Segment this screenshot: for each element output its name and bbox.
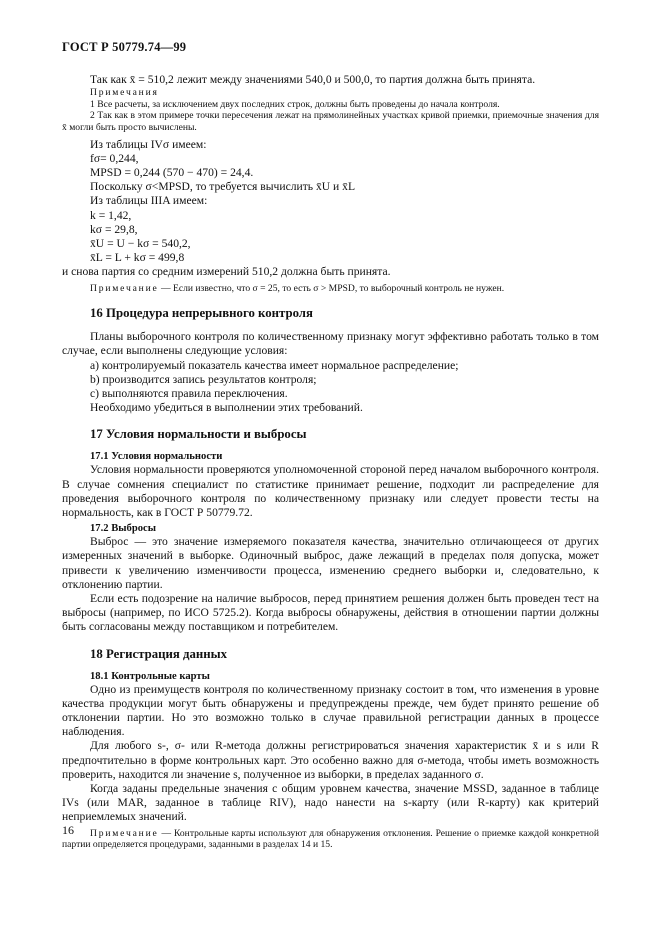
s16-item-b: b) производится запись результатов контроля; <box>90 372 317 386</box>
section-18-title: 18 Регистрация данных <box>90 646 228 661</box>
calc-line-7: kσ = 29,8, <box>90 222 138 236</box>
subsection-18-1-title: 18.1 Контрольные карты <box>90 670 210 682</box>
s17-paragraph-3: Если есть подозрение на наличие выбросов, перед принятием решения должен быть проведен тест на выбросы (например, по ИСО 5725.2). Когда выбросы обнаружены, действия в отношении партии должны быть согласованы между поставщиком и потребителем. <box>62 592 599 634</box>
calc-line-9: x̄L = L + kσ = 499,8 <box>90 251 185 265</box>
note-2: 2 Так как в этом примере точки пересечения лежат на прямолинейных участках кривой приемки, приемочные значения для x̄ могли быть просто вычислены. <box>62 110 599 133</box>
s16-item-c: c) выполняются правила переключения. <box>90 387 288 401</box>
s18-note-text: — Контрольные карты используют для обнаружения отклонения. Решение о приемке каждой конкретной партии определяется процедурами, заданными в разделах 14 и 15. <box>62 827 599 851</box>
calc-note-label: Примечание <box>90 282 159 294</box>
s16-paragraph-1: Планы выборочного контроля по количественному признаку могут эффективно работать только в том случае, если выполнены следующие условия: <box>62 330 599 358</box>
section-17-title: 17 Условия нормальности и выбросы <box>90 427 307 442</box>
s16-item-a: a) контролируемый показатель качества имеет нормальное распределение; <box>90 358 459 372</box>
s18-note-label: Примечание <box>90 827 159 839</box>
document-header: ГОСТ Р 50779.74—99 <box>62 40 187 54</box>
s17-paragraph-2: Выброс — это значение измеряемого показателя качества, значительно отличающееся от других измеренных значений в выборке. Одиночный выброс, даже лежащий в пределах поля допуска, может привести к увеличению изменчивости процесса, изменению среднего выборки и, следовательно, к отклонению партии. <box>62 535 599 591</box>
s18-note <box>62 828 599 851</box>
section-16-title: 16 Процедура непрерывного контроля <box>90 306 313 321</box>
calc-line-6: k = 1,42, <box>90 208 132 222</box>
calc-line-1: Из таблицы IVσ имеем: <box>90 137 207 151</box>
note-label: Примечания <box>90 87 159 99</box>
intro-line: Так как x̄ = 510,2 лежит между значениями 540,0 и 500,0, то партия должна быть принята. <box>90 73 536 86</box>
calc-line-8: x̄U = U − kσ = 540,2, <box>90 237 191 250</box>
calc-line-4: Поскольку σ<MPSD, то требуется вычислить x̄U и x̄L <box>90 180 356 194</box>
subsection-17-1-title: 17.1 Условия нормальности <box>90 451 223 463</box>
page-number: 16 <box>62 823 74 837</box>
s18-paragraph-1: Одно из преимуществ контроля по количественному признаку состоит в том, что изменения в уровне качества продукции могут быть обнаружены и предупреждены прежде, чем будет принято решение об отклонении партии. Но это возможно только в случае правильной регистрации данных в процессе наблюдения. <box>62 682 599 739</box>
document-page <box>62 40 599 851</box>
s18-paragraph-3: Когда заданы предельные значения с общим уровнем качества, значение MSSD, заданное в таблице IVs (или MAR, заданное в таблице RIV), надо нанести на s-карту (или R-карту) как критерий неприемлемых значений. <box>62 782 599 824</box>
s16-paragraph-2: Необходимо убедиться в выполнении этих требований. <box>90 401 363 415</box>
note-1: 1 Все расчеты, за исключением двух последних строк, должны быть проведены до начала контроля. <box>90 98 500 110</box>
calc-line-2: fσ= 0,244, <box>90 151 139 165</box>
s18-paragraph-2: Для любого s-, σ- или R-метода должны регистрироваться значения характеристик x̄ и s или R предпочтительно в форме контрольных карт. Это особенно важно для σ-метода, чтобы иметь возможность проверить, находится ли значение s, полученное из выборки, в пределах заданного σ. <box>62 739 599 781</box>
calc-line-5: Из таблицы IIIA имеем: <box>90 194 208 208</box>
calc-line-10: и снова партия со средним измерений 510,2 должна быть принята. <box>62 265 391 279</box>
s17-paragraph-1: Условия нормальности проверяются уполномоченной стороной перед началом выборочного контроля. В случае сомнения специалист по статистике принимает решение, подходит ли распределение для проведения выборочного контроля по количественному признаку или следует провести тесты на нормальность, как в ГОСТ Р 50779.72. <box>62 463 599 520</box>
subsection-17-2-title: 17.2 Выбросы <box>90 523 156 535</box>
calc-note-text: — Если известно, что σ = 25, то есть σ > MPSD, то выборочный контроль не нужен. <box>158 282 505 294</box>
calc-line-3: MPSD = 0,244 (570 − 470) = 24,4. <box>90 165 254 179</box>
calc-note <box>62 283 599 295</box>
